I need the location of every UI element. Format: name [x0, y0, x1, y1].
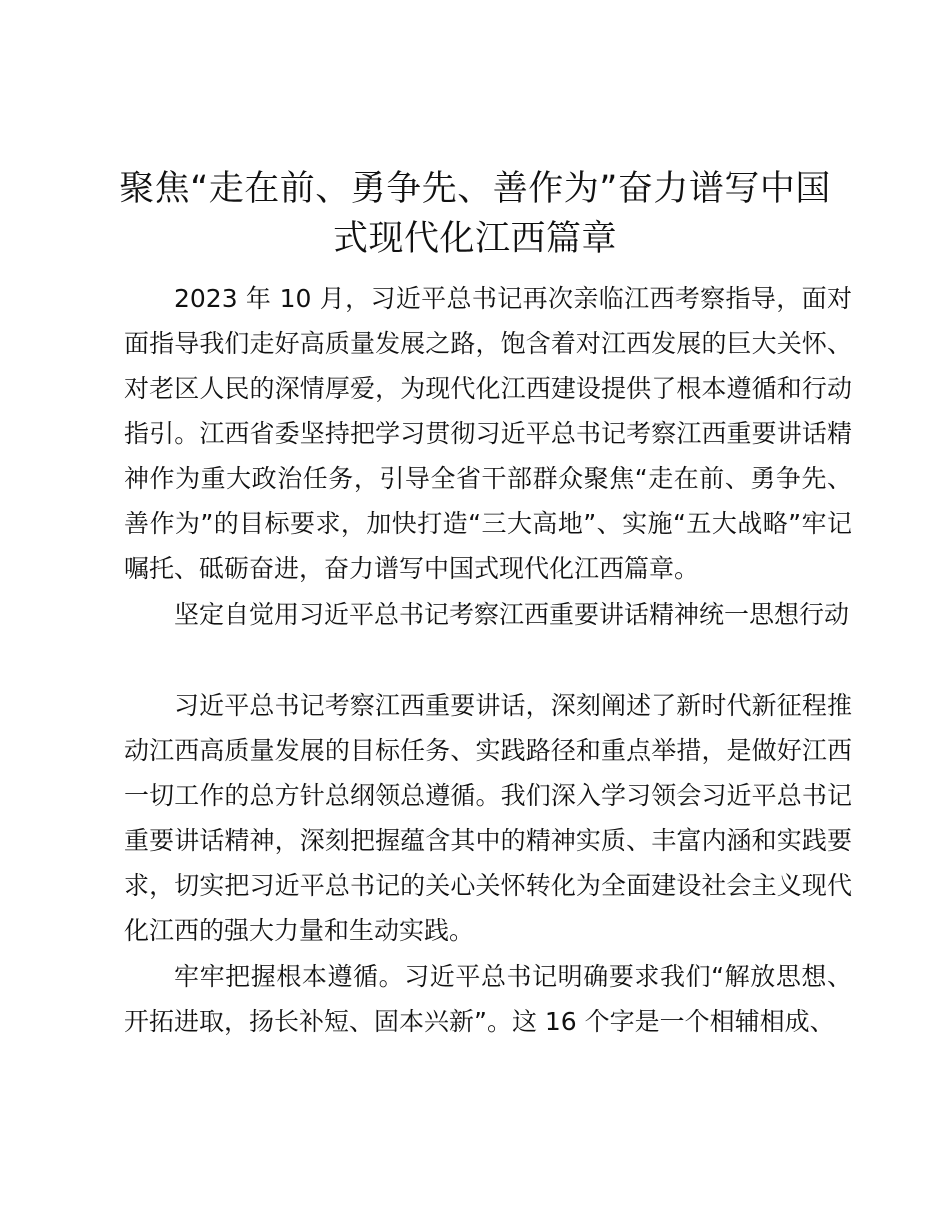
paragraph-body-continued: 牢牢把握根本遵循。习近平总书记明确要求我们“解放思想、开拓进取，扬长补短、固本兴新”。这 16 个字是一个相辅相成、	[124, 962, 852, 1036]
paragraph-intro: 2023 年 10 月，习近平总书记再次亲临江西考察指导，面对面指导我们走好高质量发展之路，饱含着对江西发展的巨大关怀、对老区人民的深情厚爱，为现代化江西建设提供了根本遵循和行动指引。江西省委坚持把学习贯彻习近平总书记考察江西重要讲话精神作为重大政治任务，引导全省干部群众聚焦“走在前、勇争先、善作为”的目标要求，加快打造“三大高地”、实施“五大战略”牢记嘱托、砥砺奋进，奋力谱写中国式现代化江西篇章。	[124, 284, 852, 583]
paragraph-body: 习近平总书记考察江西重要讲话，深刻阐述了新时代新征程推动江西高质量发展的目标任务、实践路径和重点举措，是做好江西一切工作的总方针总纲领总遵循。我们深入学习领会习近平总书记重要讲话精神，深刻把握蕴含其中的精神实质、丰富内涵和实践要求，切实把习近平总书记的关心关怀转化为全面建设社会主义现代化江西的强大力量和生动实践。	[124, 691, 852, 945]
document-title: 聚焦“走在前、勇争先、善作为”奋力谱写中国式现代化江西篇章	[119, 169, 831, 259]
section-heading: 坚定自觉用习近平总书记考察江西重要讲话精神统一思想行动	[174, 600, 850, 629]
